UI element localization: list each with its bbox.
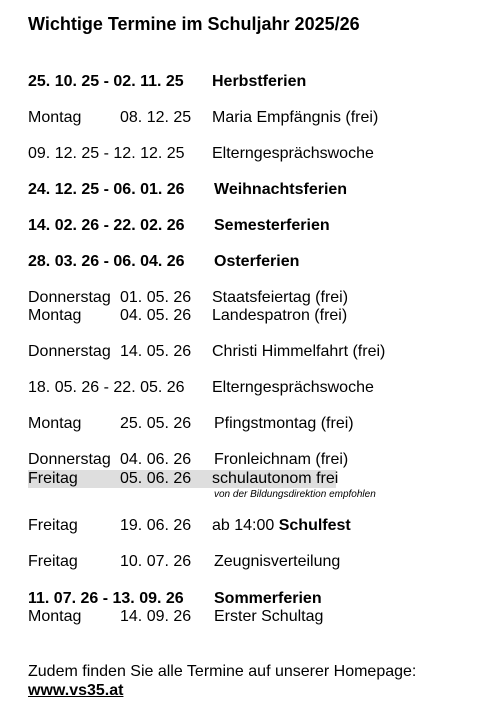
event-label: Elterngesprächswoche bbox=[212, 145, 374, 162]
schedule-row bbox=[0, 378, 481, 398]
schedule-row bbox=[0, 589, 481, 609]
date-range: 18. 05. 26 - 22. 05. 26 bbox=[28, 379, 185, 396]
schedule-row bbox=[0, 414, 481, 434]
homepage-link[interactable]: www.vs35.at bbox=[28, 682, 124, 699]
date-range: 09. 12. 25 - 12. 12. 25 bbox=[28, 145, 185, 162]
date-range: 24. 12. 25 - 06. 01. 26 bbox=[28, 181, 185, 198]
schedule-row bbox=[0, 216, 481, 236]
date: 01. 05. 26 bbox=[120, 289, 192, 306]
weekday: Donnerstag bbox=[28, 343, 111, 360]
schedule-row bbox=[0, 306, 481, 326]
weekday: Montag bbox=[28, 608, 82, 625]
date: 25. 05. 26 bbox=[120, 415, 192, 432]
date-range: 25. 10. 25 - 02. 11. 25 bbox=[28, 73, 184, 90]
event-label: Landespatron (frei) bbox=[212, 307, 348, 324]
weekday: Freitag bbox=[28, 553, 78, 570]
event-time: ab 14:00 bbox=[212, 517, 279, 534]
schedule-row bbox=[0, 72, 481, 92]
event-label: Elterngesprächswoche bbox=[212, 379, 374, 396]
date: 19. 06. 26 bbox=[120, 517, 192, 534]
weekday: Freitag bbox=[28, 517, 78, 534]
schedule-row bbox=[0, 144, 481, 164]
event-label: Zeugnisverteilung bbox=[214, 553, 341, 570]
date: 05. 06. 26 bbox=[120, 470, 192, 487]
weekday: Donnerstag bbox=[28, 289, 111, 306]
schedule-row bbox=[0, 108, 481, 128]
event-label: Fronleichnam (frei) bbox=[214, 451, 349, 468]
date: 04. 05. 26 bbox=[120, 307, 192, 324]
event-label: Maria Empfängnis (frei) bbox=[212, 109, 379, 126]
event-label: Weihnachtsferien bbox=[214, 181, 348, 198]
weekday: Freitag bbox=[28, 470, 78, 487]
page-title: Wichtige Termine im Schuljahr 2025/26 bbox=[28, 14, 360, 34]
schedule-row bbox=[0, 607, 481, 627]
weekday: Donnerstag bbox=[28, 451, 111, 468]
date-range: 14. 02. 26 - 22. 02. 26 bbox=[28, 217, 185, 234]
schedule-row bbox=[0, 552, 481, 572]
event-label: Pfingstmontag (frei) bbox=[214, 415, 354, 432]
schedule-row bbox=[0, 180, 481, 200]
footer-text: Zudem finden Sie alle Termine auf unserer Homepage: bbox=[28, 663, 417, 680]
date: 10. 07. 26 bbox=[120, 553, 192, 570]
date-range: 11. 07. 26 - 13. 09. 26 bbox=[28, 590, 184, 607]
date: 14. 05. 26 bbox=[120, 343, 192, 360]
schedule-row bbox=[0, 342, 481, 362]
event-label: schulautonom frei bbox=[212, 470, 339, 487]
weekday: Montag bbox=[28, 109, 82, 126]
date: 08. 12. 25 bbox=[120, 109, 192, 126]
event-label: Erster Schultag bbox=[214, 608, 324, 625]
schedule-row bbox=[0, 252, 481, 272]
weekday: Montag bbox=[28, 415, 82, 432]
schedule-row bbox=[0, 516, 481, 536]
schedule-row-highlighted bbox=[0, 469, 481, 489]
weekday: Montag bbox=[28, 307, 82, 324]
event-label: Herbstferien bbox=[212, 73, 307, 90]
event-label: Christi Himmelfahrt (frei) bbox=[212, 343, 386, 360]
event-label bbox=[212, 516, 351, 536]
event-label: Sommerferien bbox=[214, 590, 322, 607]
event-label: Staatsfeiertag (frei) bbox=[212, 289, 349, 306]
event-label: Semesterferien bbox=[214, 217, 330, 234]
schedule-row bbox=[0, 288, 481, 308]
date: 04. 06. 26 bbox=[120, 451, 192, 468]
recommendation-note: von der Bildungsdirektion empfohlen bbox=[214, 489, 376, 500]
date: 14. 09. 26 bbox=[120, 608, 192, 625]
event-label-bold: Schulfest bbox=[278, 517, 351, 534]
schedule-row bbox=[0, 450, 481, 470]
event-label: Osterferien bbox=[214, 253, 300, 270]
date-range: 28. 03. 26 - 06. 04. 26 bbox=[28, 253, 185, 270]
